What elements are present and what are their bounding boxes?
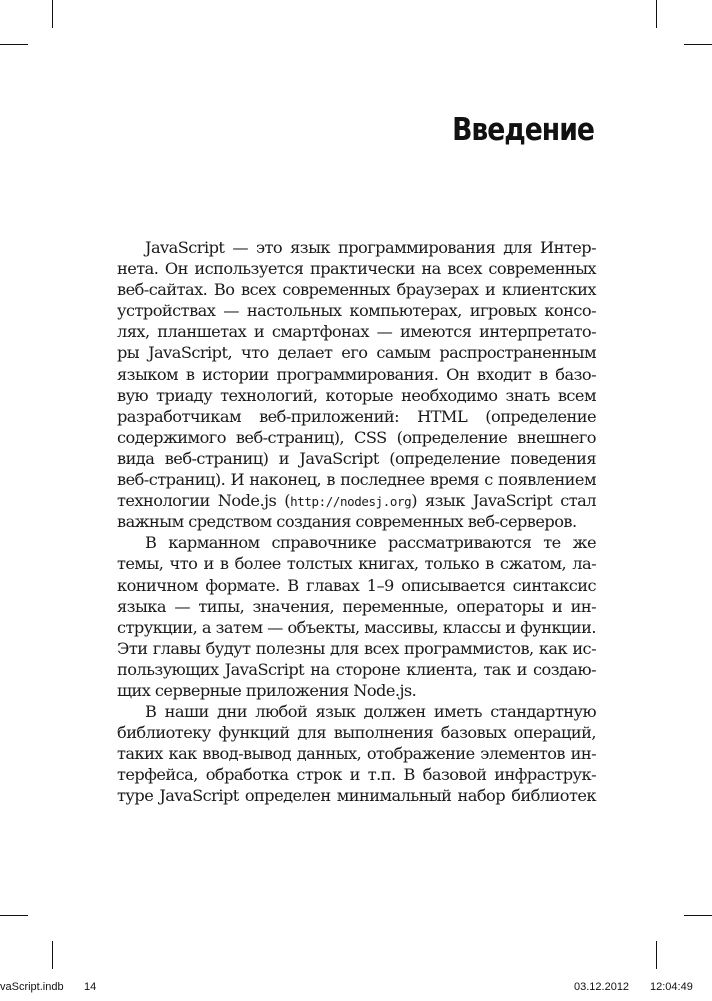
text-line: JavaScript — это язык программирования для Интер- (145, 238, 596, 257)
text-line: ры JavaScript, что делает его самым распространенным (117, 343, 596, 363)
crop-mark-top-right (656, 0, 657, 28)
text-line-with-url (117, 490, 596, 511)
text-line: языком в истории программирования. Он входит в базо- (117, 364, 596, 384)
crop-mark-left-top (0, 44, 28, 45)
crop-mark-bottom-right (656, 941, 657, 969)
crop-mark-left-bottom (0, 915, 28, 916)
text-line: терфейса, обработка строк и т.п. В базовой инфраструк- (117, 765, 596, 785)
text-line: щих серверные приложения Node.js. (117, 680, 417, 700)
text-line: коничном формате. В главах 1–9 описывается синтаксис (117, 575, 596, 595)
text-line: библиотеку функций для выполнения базовых операций, (117, 723, 596, 743)
text-line: языка — типы, значения, переменные, операторы и ин- (117, 596, 596, 616)
text-line: В карманном справочнике рассматриваются те же (145, 533, 596, 553)
slug-date: 03.12.2012 (574, 981, 630, 993)
crop-mark-right-top (684, 44, 712, 45)
slug-time: 12:04:49 (650, 981, 693, 993)
crop-mark-top-left (52, 0, 53, 28)
chapter-title: Введение (452, 112, 594, 148)
text-line: темы, что и в более толстых книгах, только в сжатом, ла- (117, 554, 596, 574)
text-line: разработчикам веб-приложений: HTML (определение (117, 406, 596, 426)
text-line: таких как ввод-вывод данных, отображение элементов ин- (117, 744, 596, 764)
text-line: Эти главы будут полезны для всех программистов, как ис- (117, 638, 596, 658)
text-line: туре JavaScript определен минимальный набор библиотек (117, 786, 596, 806)
text-line: веб-страниц). И наконец, в последнее время с появлением (117, 470, 596, 490)
text-line: устройствах — настольных компьютерах, игровых консо- (117, 301, 596, 321)
text-line: струкции, а затем — объекты, массивы, классы и функции. (117, 617, 596, 637)
text-line: лях, планшетах и смартфонах — имеются интерпретато- (117, 322, 596, 342)
text-line: В наши дни любой язык должен иметь стандартную (145, 702, 596, 722)
text-fragment: технологии Node.js ( (117, 491, 291, 511)
crop-mark-right-bottom (684, 915, 712, 916)
text-fragment: ) язык JavaScript стал (411, 491, 596, 511)
text-line: важным средством создания современных веб-серверов. (117, 512, 577, 532)
text-line: содержимого веб-страниц), CSS (определение внешнего (117, 427, 596, 447)
body-text (117, 237, 596, 807)
crop-mark-bottom-left (52, 941, 53, 969)
nodejs-url-link[interactable]: http://nodesj.org (290, 494, 412, 510)
text-line: веб-сайтах. Во всех современных браузерах и клиентских (117, 280, 596, 300)
text-line: пользующих JavaScript на стороне клиента, так и создаю- (117, 659, 596, 679)
print-slug (0, 981, 712, 997)
slug-page-number: 14 (84, 981, 97, 993)
text-line: нета. Он используется практически на всех современных (117, 259, 596, 279)
text-line: вую триаду технологий, которые необходимо знать всем (117, 385, 596, 405)
text-line: вида веб-страниц) и JavaScript (определение поведения (117, 448, 596, 468)
slug-filename: vaScript.indb (0, 981, 64, 993)
